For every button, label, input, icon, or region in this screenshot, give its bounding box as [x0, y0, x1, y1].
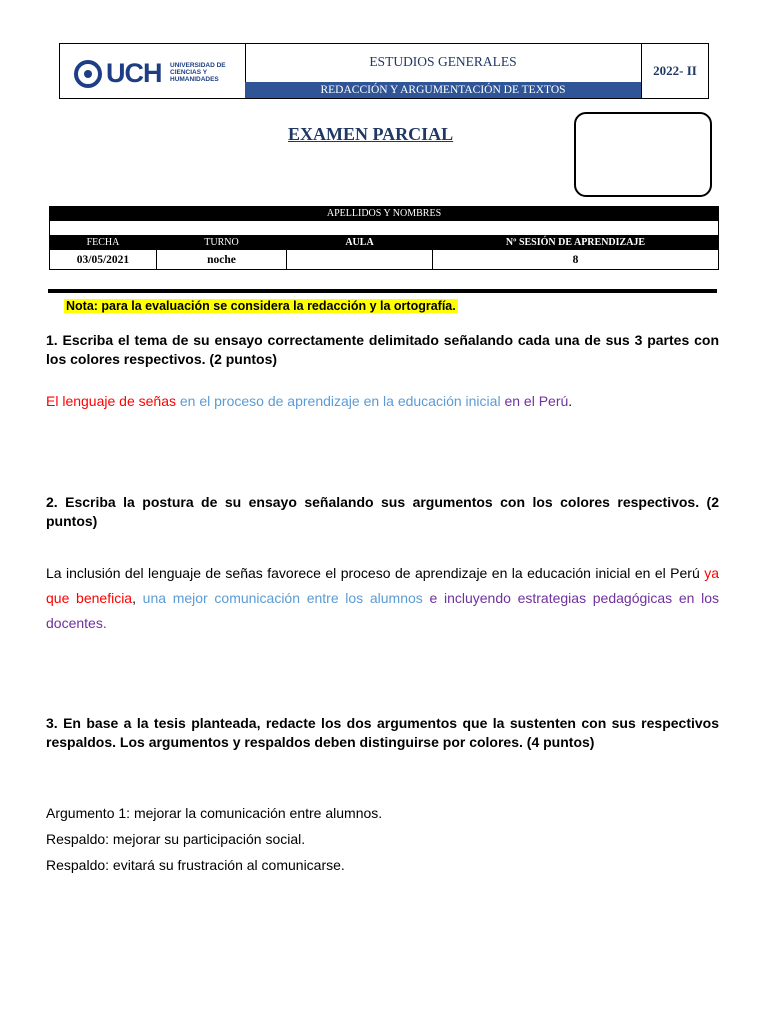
topic-part-1: El lenguaje de señas	[46, 393, 176, 409]
shift-value: noche	[157, 250, 287, 270]
grade-box	[574, 112, 712, 197]
program-title: ESTUDIOS GENERALES	[369, 54, 517, 69]
student-info-table	[49, 206, 719, 270]
answer-1: El lenguaje de señas en el proceso de aprendizaje en la educación inicial en el Perú.	[46, 393, 573, 409]
exam-header	[59, 43, 709, 99]
session-value: 8	[433, 250, 719, 270]
course-title: REDACCIÓN Y ARGUMENTACIÓN DE TEXTOS	[245, 82, 641, 98]
evaluation-note: Nota: para la evaluación se considera la redacción y la ortografía.	[66, 299, 456, 313]
classroom-value[interactable]	[287, 250, 433, 270]
support-line: Respaldo: evitará su frustración al comunicarse.	[46, 857, 345, 873]
argument-1-text: una mejor comunicación entre los alumnos	[142, 590, 423, 606]
classroom-header: AULA	[287, 236, 433, 250]
argument-line: Argumento 1: mejorar la comunicación entre alumnos.	[46, 805, 383, 821]
question-2: 2. Escriba la postura de su ensayo señalando sus argumentos con los colores respectivos. (2 puntos)	[46, 494, 719, 529]
answer-2: La inclusión del lenguaje de señas favorece el proceso de aprendizaje en la educación inicial en el Perú ya que beneficia, una mejor comunicación entre los alumnos e incluyendo estrategias pedagógicas en los docentes.	[46, 565, 719, 631]
session-header: Nº SESIÓN DE APRENDIZAJE	[433, 236, 719, 250]
argument-2-text: incluyendo estrategias pedagógicas en los docentes.	[46, 590, 719, 631]
logo-text: UCH	[106, 58, 162, 88]
date-header: FECHA	[50, 236, 157, 250]
question-3: 3. En base a la tesis planteada, redacte los dos argumentos que la sustenten con sus respectivos respaldos. Los argumentos y respaldos deben distinguirse por colores. (4 puntos)	[46, 715, 719, 750]
name-field[interactable]	[50, 221, 719, 236]
semester-label: 2022- II	[653, 63, 697, 78]
topic-part-2: en el proceso de aprendizaje en la educación inicial	[176, 393, 501, 409]
date-value: 03/05/2021	[50, 250, 157, 270]
topic-part-3: en el Perú	[500, 393, 569, 409]
logo-subtitle: UNIVERSIDAD DE CIENCIAS Y HUMANIDADES	[170, 62, 226, 83]
support-line: Respaldo: mejorar su participación social.	[46, 831, 306, 847]
exam-title: EXAMEN PARCIAL	[288, 124, 454, 144]
shift-header: TURNO	[157, 236, 287, 250]
divider	[48, 289, 717, 293]
argument-connector: ya que beneficia	[46, 565, 719, 606]
name-header: APELLIDOS Y NOMBRES	[50, 207, 719, 221]
uch-emblem-icon	[74, 60, 102, 88]
question-1: 1. Escriba el tema de su ensayo correctamente delimitado señalando cada una de sus 3 partes con los colores respectivos. (2 puntos)	[46, 332, 719, 367]
university-logo	[60, 44, 246, 98]
